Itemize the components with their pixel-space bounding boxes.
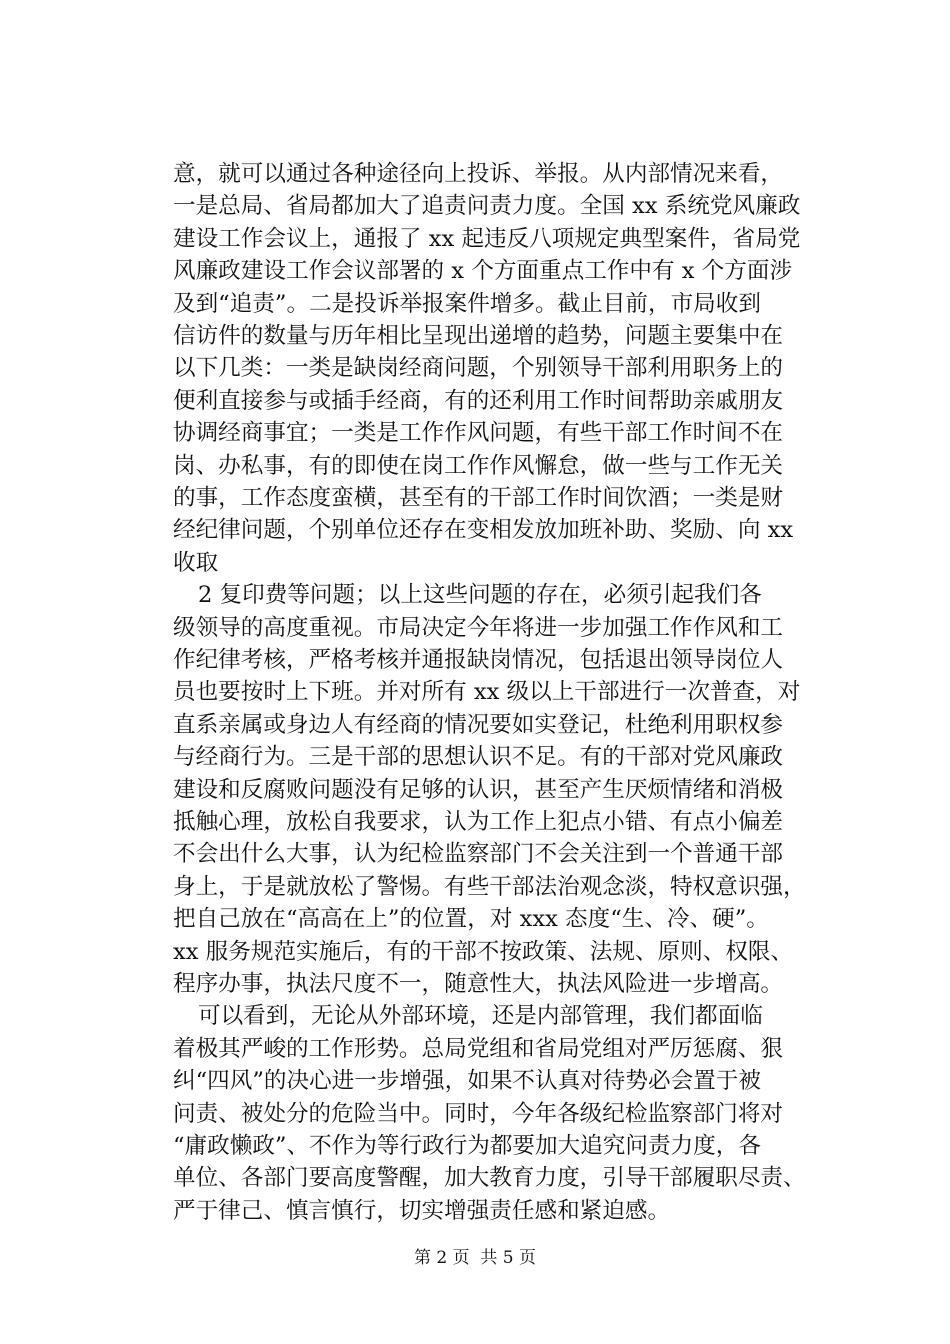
text-line: 一是总局、省局都加大了追责问责力度。全国 xx 系统党风廉政	[173, 193, 801, 220]
text-line: 以下几类：一类是缺岗经商问题，个别领导干部利用职务上的	[173, 355, 784, 382]
text-line: 单位、各部门要高度警醒，加大教育力度，引导干部履职尽责、	[173, 1165, 806, 1192]
text-line: 身上，于是就放松了警惕。有些干部法治观念淡，特权意识强，	[173, 873, 806, 900]
text-line: 及到“追责”。二是投诉举报案件增多。截止目前，市局收到	[173, 290, 761, 317]
text-line: 员也要按时上下班。并对所有 xx 级以上干部进行一次普查，对	[173, 679, 801, 706]
text-line: 经纪律问题，个别单位还存在变相发放加班补助、奖励、向 xx	[173, 517, 794, 544]
text-line: 风廉政建设工作会议部署的 x 个方面重点工作中有 x 个方面涉	[173, 258, 793, 285]
text-line: 信访件的数量与历年相比呈现出递增的趋势，问题主要集中在	[173, 323, 784, 349]
text-line: 不会出什么大事，认为纪检监察部门不会关注到一个普通干部	[173, 841, 784, 868]
text-line: 着极其严峻的工作形势。总局党组和省局党组对严厉惩腐、狠	[173, 1035, 784, 1062]
text-line: 协调经商事宜；一类是工作作风问题，有些干部工作时间不在	[173, 420, 784, 447]
text-line: 收取	[173, 549, 219, 576]
paragraph-first-line: 可以看到，无论从外部环境，还是内部管理，我们都面临	[198, 1003, 763, 1030]
text-line: 的事，工作态度蛮横，甚至有的干部工作时间饮酒；一类是财	[173, 485, 784, 511]
text-line: “庸政懒政”、不作为等行政行为都要加大追究问责力度，各	[173, 1133, 761, 1159]
text-line: 便利直接参与或插手经商，有的还利用工作时间帮助亲戚朋友	[173, 387, 784, 414]
text-line: 岗、办私事，有的即使在岗工作作风懈怠，做一些与工作无关	[173, 452, 784, 479]
text-line: 建设工作会议上，通报了 xx 起违反八项规定典型案件，省局党	[173, 225, 801, 252]
text-line: 建设和反腐败问题没有足够的认识，甚至产生厌烦情绪和消极	[173, 776, 784, 803]
text-line: 级领导的高度重视。市局决定今年将进一步加强工作作风和工	[173, 614, 784, 641]
text-line: 严于律己、慎言慎行，切实增强责任感和紧迫感。	[173, 1197, 671, 1224]
text-line: 意，就可以通过各种途径向上投诉、举报。从内部情况来看，	[173, 161, 784, 187]
text-line: 直系亲属或身边人有经商的情况要如实登记，杜绝利用职权参	[173, 711, 784, 738]
text-line: 作纪律考核，严格考核并通报缺岗情况，包括退出领导岗位人	[173, 647, 784, 673]
page-footer: 第 2 页 共 5 页	[413, 1248, 537, 1269]
text-line: 与经商行为。三是干部的思想认识不足。有的干部对党风廉政	[173, 744, 784, 771]
text-line: 程序办事，执法尺度不一，随意性大，执法风险进一步增高。	[173, 971, 784, 997]
text-line: 问责、被处分的危险当中。同时，今年各级纪检监察部门将对	[173, 1100, 784, 1127]
paragraph-first-line: 2 复印费等问题；以上这些问题的存在，必须引起我们各	[198, 582, 762, 609]
text-line: xx 服务规范实施后，有的干部不按政策、法规、原则、权限、	[173, 938, 794, 965]
text-line: 把自己放在“高高在上”的位置，对 xxx 态度“生、冷、硬”。	[173, 906, 769, 933]
text-line: 纠“四风”的决心进一步增强，如果不认真对待势必会置于被	[173, 1068, 761, 1095]
text-line: 抵触心理，放松自我要求，认为工作上犯点小错、有点小偏差	[173, 809, 784, 835]
